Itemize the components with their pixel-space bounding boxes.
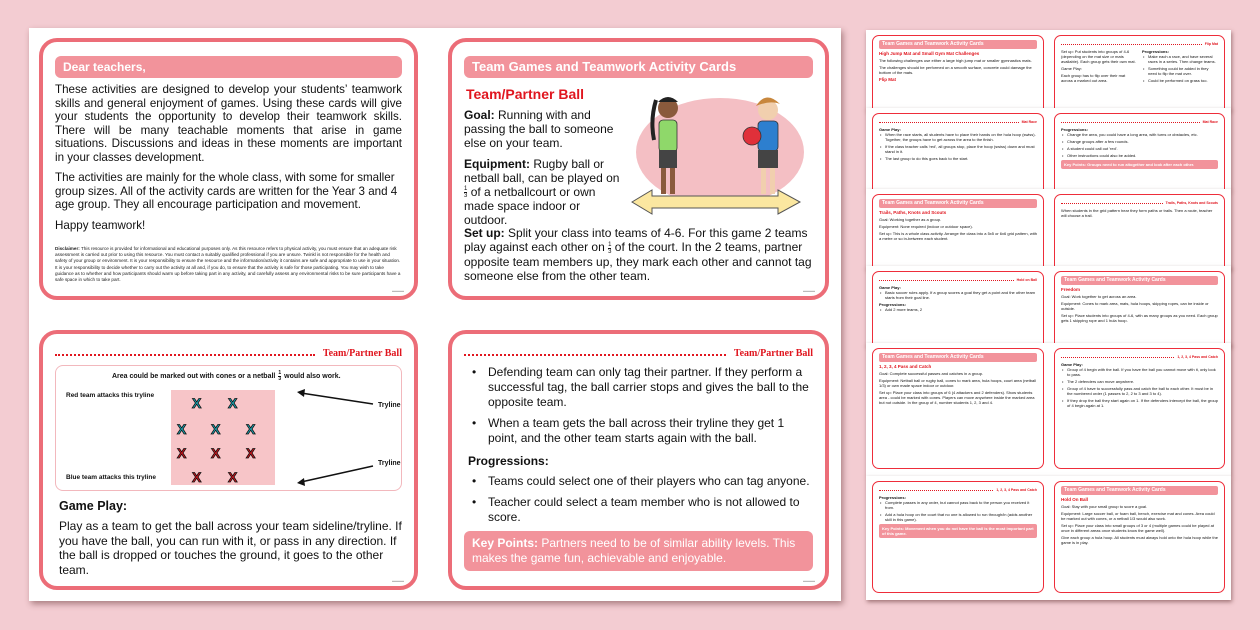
dotted-rule	[1061, 122, 1200, 123]
section-header	[464, 348, 813, 359]
thumb-key-points: Key Points: Movement when you do not have the ball is the most important part of this game.	[879, 524, 1037, 538]
thumb-paragraph: Equipment: Netball ball or rugby ball, cones to mark area, hula hoops, court area (netball 1/3) or own made space indoor or outdoor.	[879, 378, 1036, 388]
thumb-paragraph: Game Play:	[1061, 66, 1082, 71]
dotted-rule	[879, 280, 1014, 281]
blue-team-player-marker: X	[192, 395, 202, 411]
card-footer-mark: ▬▬▬	[803, 578, 815, 583]
thumbnail-card-right	[1054, 194, 1225, 269]
thumb-activity-title: Freedom	[1061, 287, 1081, 292]
list-item: • Could be performed on grass too.	[1142, 78, 1218, 83]
blue-team-player-marker: X	[246, 421, 256, 437]
thumb-section-header	[879, 278, 1037, 282]
key-points-box	[464, 531, 813, 571]
goal-value: Running with and passing the ball to someone else on your team.	[464, 108, 614, 150]
equipment-text	[464, 157, 624, 227]
thumb-label: Game Play:	[879, 285, 901, 290]
rules-list	[464, 365, 813, 446]
list-item: • When the race starts, all students have to place their hands on the hula hoop (swiss). Together, the groups have to get across the area to the finish.	[879, 132, 1037, 142]
red-team-player-marker: X	[228, 469, 238, 485]
list-item: • A student could call out 'red'.	[1061, 146, 1218, 151]
dotted-rule	[1061, 44, 1202, 45]
thumb-list	[879, 307, 1037, 312]
thumbnail-card-left	[872, 481, 1044, 593]
thumb-paragraph: Goal: Working together as a group.	[879, 217, 942, 222]
thumb-list	[879, 290, 1037, 300]
card-footer-mark: ▬▬▬	[392, 288, 404, 293]
thumb-label: Progressions:	[879, 495, 906, 500]
list-item: • If they drop the ball they start again on 1. If the defenders intercept the ball, the group of 4 begin again at 1.	[1061, 398, 1218, 408]
thumb-key-points: Key Points: Groups need to run altogether and look after each other.	[1061, 160, 1218, 169]
tryline-label-top: Tryline	[378, 402, 401, 409]
thumb-paragraph: Equipment: Cones to mark area, mats, hula hoops, skipping ropes, can be inside or outside.	[1061, 301, 1209, 311]
list-item: • Teams could select one of their players who can tag anyone.	[464, 474, 813, 489]
thumb-paragraph: Set up: Place your class into groups of 6 (4 attackers and 2 defenders). Show students area - could be marked with cones. Players can move anywhere inside the marked area but not outside. In the group of 4, number students 1, 2, 3 and 4.	[879, 390, 1035, 405]
thumb-caption: When students in the grid pattern hear they form paths or trails. Then a route, teacher will choose a trail.	[1061, 208, 1213, 218]
thumb-section-header	[1061, 355, 1218, 359]
thumb-paragraph: Set up: Place your class into small groups of 3 or 4 (multiple games could be played at once in different areas once students know the game well).	[1061, 523, 1214, 533]
goal-equipment	[464, 108, 624, 234]
card-header-bar: Dear teachers,	[55, 56, 402, 78]
thumb-paragraph: Goal: Stay with your small group to score a goal.	[1061, 504, 1148, 509]
thumb-label: Game Play:	[1061, 362, 1083, 367]
thumb-column	[1061, 49, 1137, 85]
thumbnail-card-right	[1054, 113, 1225, 190]
list-item: • Complete passes in any order, but cannot pass back to the person you received it from.	[879, 500, 1037, 510]
thumb-subtitle: Flip Mat	[879, 77, 896, 82]
thumb-card-header: Team Games and Teamwork Activity Cards	[879, 199, 1037, 208]
thumbnail-card-left	[872, 113, 1044, 190]
thumb-section-header	[1061, 120, 1218, 124]
list-item: • When a team gets the ball across their tryline they get 1 point, and the other team starts again with the ball.	[464, 416, 813, 446]
goal-text	[464, 108, 624, 150]
kids-passing-ball-illustration	[628, 90, 808, 230]
thumbnail-card-left	[872, 35, 1044, 110]
setup-text	[464, 226, 813, 282]
thumb-activity-title: Hold On Ball	[1061, 497, 1088, 502]
thumb-paragraph: The following challenges use either a large high jump mat or smaller gymnastics mats.	[879, 58, 1032, 63]
list-item: • Basic soccer rules apply. If a group scores a goal they get a point and the other team starts from their goal line.	[879, 290, 1037, 300]
dotted-rule	[1061, 203, 1163, 204]
blue-team-player-marker: X	[228, 395, 238, 411]
thumbnail-card-left	[872, 271, 1044, 346]
thumb-paragraph: Give each group a hula hoop. All students must always hold onto the hula hoop while the game is in play.	[1061, 535, 1218, 545]
game-play-label: Game Play:	[59, 499, 128, 513]
equipment-value: Rugby ball or netball ball, can be played on	[464, 157, 620, 185]
thumb-card-header: Team Games and Teamwork Activity Cards	[879, 353, 1037, 362]
dotted-rule	[55, 354, 315, 356]
intro-text	[55, 83, 402, 232]
thumb-column	[1142, 49, 1218, 85]
thumb-section-title: Flip Mat	[1204, 42, 1218, 46]
thumb-section-header	[1061, 201, 1218, 205]
thumb-paragraph: Each group has to flip over their mat across a marked out area.	[1061, 73, 1126, 83]
section-title: Team/Partner Ball	[733, 348, 813, 359]
disclaimer-text: This resource is provided for informational and educational purposes only. As this resource refers to physical activity, you must ensure that an adequate risk assessment is carried out prior to using this resource. You must contact a suitably qualified professional if you are unsure. Twinkl is not responsible for the health and safety of your group or environment. It is your responsibility to ensure the resource and the information/activity it contains are safe and appropriate to use in your situation. It is your responsibility to decide whether to carry out the activity at all and, if you do, to ensure that the activity is safe for those participating. You may wish to take guidance as to whether and how participants should warm up before taking part in any activity, and carefully assess any environmental risks to be sure participants have a safe space in which to take part.	[55, 246, 401, 283]
thumb-paragraph: Equipment: None required (indoor or outdoor space).	[879, 224, 973, 229]
dotted-rule	[879, 122, 1019, 123]
list-item: • If the class teacher calls 'red', all groups stop, place the hoop (swiss) down and must stand in it.	[879, 144, 1037, 154]
thumb-section-title: Mat Race	[1202, 120, 1218, 124]
thumbnail-card-right	[1054, 271, 1225, 346]
thumbnail-page[interactable]	[866, 476, 1231, 600]
card-dear-teachers	[39, 38, 418, 300]
fraction-one-third: $\frac{1}{3}$	[278, 370, 282, 382]
dotted-rule	[879, 490, 993, 491]
tryline-label-bottom: Tryline	[378, 460, 401, 467]
thumb-paragraph: Set up: Put students into groups of 4-6 (depending on the mat size or mats available). Each group gets their own mat.	[1061, 49, 1136, 64]
setup-value: Split your class into teams of 4-6. For this game 2 teams play against each other on	[464, 226, 808, 255]
thumb-activity-title: High Jump Mat and Small Gym Mat Challenges	[879, 51, 980, 56]
setup-value-cont: of the court. In the 2 teams, partner opposite team members up, they mark each other and cannot tag someone else from the other team.	[464, 240, 812, 283]
list-item: • Group of 4 begin with the ball. If you have the ball you cannot move with it, only look to pass.	[1061, 367, 1218, 377]
tryline-arrow-top	[301, 393, 373, 404]
intro-sign-off: Happy teamwork!	[55, 218, 146, 232]
thumb-paragraph: The challenges should be performed on a smooth surface, concrete could damage the bottom of the mats.	[879, 65, 1032, 75]
illustration-svg	[628, 90, 808, 230]
thumbnail-card-left	[872, 194, 1044, 269]
list-item: • Teacher could select a team member who is not allowed to score.	[464, 495, 813, 525]
card-team-partner-ball-rules	[448, 330, 829, 590]
thumb-section-header	[1061, 42, 1218, 46]
arrowhead-icon	[297, 478, 305, 486]
thumb-card-header: Team Games and Teamwork Activity Cards	[879, 40, 1037, 49]
thumb-card-header: Team Games and Teamwork Activity Cards	[1061, 486, 1218, 495]
thumb-columns	[1061, 49, 1218, 85]
goal-label: Goal:	[464, 108, 495, 122]
blue-team-player-marker: X	[177, 421, 187, 437]
card-team-partner-ball-diagram	[39, 330, 418, 590]
arrowhead-icon	[297, 389, 305, 397]
thumbnail-page[interactable]	[866, 343, 1231, 476]
thumbnail-page[interactable]	[866, 189, 1231, 269]
thumb-paragraph: Equipment: Large soccer ball, or foam ball, bench, exercise mat and cones. Area could be marked out with cones, or a netball 1/3 would also work.	[1061, 511, 1215, 521]
equipment-label: Equipment:	[464, 157, 530, 171]
court-diagram	[55, 365, 402, 491]
activity-title: Team/Partner Ball	[466, 86, 585, 102]
list-item: • Defending team can only tag their partner. If they perform a successful tag, the ball carrier stops and gives the ball to the opposite team.	[464, 365, 813, 410]
thumb-list	[879, 500, 1037, 522]
card-footer-mark: ▬▬▬	[803, 288, 815, 293]
thumbnail-card-right	[1054, 35, 1225, 110]
equipment-value-cont: of a netballcourt or own made space indoor or outdoor.	[464, 185, 596, 228]
thumbnail-page[interactable]	[866, 30, 1231, 110]
list-item: • Group of 4 have to successfully pass and catch the ball to each other. It must be in the numbered order (1 passes to 2, 2 to 3 and 3 to 4).	[1061, 386, 1218, 396]
key-points-text: Partners need to be of similar ability levels. This makes the game fun, achievable and enjoyable.	[472, 536, 796, 565]
thumb-section-title: 1, 2, 3, 4 Pass and Catch	[1177, 355, 1218, 359]
thumb-section-title: Trails, Paths, Knots and Scouts	[1165, 201, 1218, 205]
disclaimer	[55, 246, 402, 283]
blue-attack-label: Blue team attacks this tryline	[66, 474, 156, 481]
list-item: • Change groups after a few rounds.	[1061, 139, 1218, 144]
fraction-one-third: $\frac{1}{3}$	[464, 186, 468, 200]
thumb-list	[1061, 367, 1218, 408]
thumbnail-page[interactable]	[866, 108, 1231, 190]
disclaimer-label: Disclaimer:	[55, 246, 80, 251]
list-item: • Change the area, you could have a long area, with turns or obstacles, etc.	[1061, 132, 1218, 137]
main-preview-sheet	[29, 28, 841, 601]
section-header	[55, 348, 402, 359]
thumbnail-card-left	[872, 348, 1044, 469]
intro-paragraph: These activities are designed to develop your students’ teamwork skills and general enjoyment of games. Using these cards will give your students the opportunity to develop their teamwork skills. There will be many teachable moments that arise in game situations. Discussions and ideas in these moments are important in your classes development.	[55, 83, 402, 164]
thumb-card-header: Team Games and Teamwork Activity Cards	[1061, 276, 1218, 285]
thumb-list	[1061, 132, 1218, 158]
thumb-label: Progressions:	[879, 302, 906, 307]
list-item: • Other instructions could also be added.	[1061, 153, 1218, 158]
game-play-text: Play as a team to get the ball across your team sideline/tryline. If you have the ball, you can run with it, or pass in any direction. If the ball is dropped or touches the ground, it goes to the other team.	[59, 519, 402, 577]
thumbnail-page[interactable]	[866, 266, 1231, 346]
red-team-player-marker: X	[192, 469, 202, 485]
intro-columns	[464, 108, 813, 234]
thumb-activity-title: Trails, Paths, Knots and Scouts	[879, 210, 947, 215]
setup-label: Set up:	[464, 226, 505, 241]
thumb-section-header	[879, 488, 1037, 492]
thumbnail-card-right	[1054, 481, 1225, 593]
intro-paragraph: The activities are mainly for the whole class, with some for smaller group sizes. All of the activity cards are written for the Year 3 and 4 age group. They all encourage participation and movement.	[55, 171, 398, 211]
caption-part: would also work.	[284, 373, 341, 380]
progressions-label: Progressions:	[468, 454, 549, 468]
list-item: • Add 2 more teams, 2	[879, 307, 1037, 312]
card-footer-mark: ▬▬▬	[392, 578, 404, 583]
fraction-one-third: $\frac{1}{3}$	[608, 241, 612, 255]
thumb-label: Game Play:	[879, 127, 901, 132]
caption-part: Area could be marked out with cones or a netball	[112, 373, 276, 380]
thumb-section-title: 1, 2, 3, 4 Pass and Catch	[996, 488, 1037, 492]
thumbnail-card-right	[1054, 348, 1225, 469]
dotted-rule	[464, 354, 726, 356]
list-item: • Add a hula hoop on the court that no one is allowed to run through/in (adds another skill in this game).	[879, 512, 1037, 522]
thumb-label: Progressions:	[1061, 127, 1088, 132]
tryline-arrow-bottom	[301, 466, 373, 482]
progressions-list	[464, 474, 813, 525]
key-points-label: Key Points:	[472, 536, 539, 550]
dotted-rule	[1061, 357, 1174, 358]
thumb-paragraph: Goal: Complete successful passes and catches in a group.	[879, 371, 984, 376]
thumb-section-title: Hold on Ball	[1016, 278, 1037, 282]
red-team-player-marker: X	[177, 445, 187, 461]
thumb-section-title: Mat Race	[1021, 120, 1037, 124]
ball-icon	[743, 127, 761, 145]
thumb-list	[879, 132, 1037, 161]
red-team-player-marker: X	[246, 445, 256, 461]
thumb-activity-title: 1, 2, 3, 4 Pass and Catch	[879, 364, 932, 369]
red-attack-label: Red team attacks this tryline	[66, 392, 155, 399]
section-title: Team/Partner Ball	[322, 348, 402, 359]
thumb-paragraph: Goal: Work together to get across an area.	[1061, 294, 1137, 299]
blue-team-player-marker: X	[211, 421, 221, 437]
thumb-list	[1142, 54, 1218, 83]
thumb-paragraph: Set up: This is a whole class activity. Arrange the class into a 5x5 or 6x6 grid pattern, with a metre or so in-between each student.	[879, 231, 1037, 241]
red-team-player-marker: X	[211, 445, 221, 461]
list-item: • The 2 defenders can move anywhere.	[1061, 379, 1218, 384]
list-item: • The last group to do this goes back to the start.	[879, 156, 1037, 161]
thumb-label: Progressions:	[1142, 49, 1169, 54]
list-item: • Make each a race, and have several races in a series. Then change teams.	[1142, 54, 1218, 64]
card-team-partner-ball-intro	[448, 38, 829, 300]
thumb-section-header	[879, 120, 1037, 124]
list-item: • Something could be added in they need to flip the mat over.	[1142, 66, 1218, 76]
thumb-paragraph: Set up: Place students into groups of 4-6, with as many groups as you need. Each group gets 1 skipping rope and 1 hula hoop.	[1061, 313, 1218, 323]
card-header-bar: Team Games and Teamwork Activity Cards	[464, 56, 813, 78]
